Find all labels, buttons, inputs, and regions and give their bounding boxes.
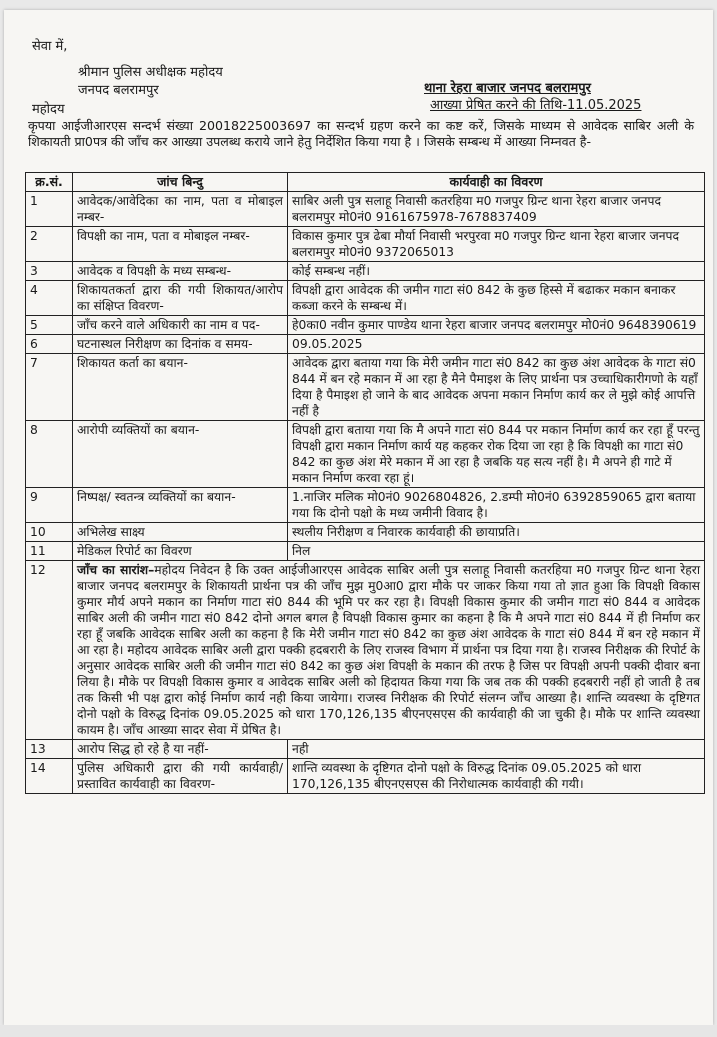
row-point: आवेदक/आवेदिका का नाम, पता व मोबाइल नम्बर-: [73, 192, 288, 227]
page-bottom-edge: [0, 1025, 717, 1037]
row-point: विपक्षी का नाम, पता व मोबाइल नम्बर-: [73, 227, 288, 262]
row-detail: आवेदक द्वारा बताया गया कि मेरी जमीन गाटा सं0 842 का कुछ अंश आवेदक के गाटा सं0 844 में बन रहे मकान में आ रहा है मैने पैमाइश के लिए प्रार्थना पत्र उच्चाधिकारीगणो के यहाँ दिया है पैमाइश हो जाने के बाद आवेदक अपना मकान निर्माण कार्य कर ले मुझे कोई आपत्ति नहीं है: [288, 354, 705, 421]
inquiry-table: [25, 172, 705, 794]
summary-label: जाँच का सारांश–: [77, 563, 155, 577]
summary-cell: [73, 561, 705, 740]
row-point: मेडिकल रिपोर्ट का विवरण: [73, 542, 288, 561]
row-sn: 1: [26, 192, 73, 227]
row-detail: निल: [288, 542, 705, 561]
row-point: पुलिस अधिकारी द्वारा की गयी कार्यवाही/प्रस्तावित कार्यवाही का विवरण-: [73, 759, 288, 794]
row-point: जाँच करने वाले अधिकारी का नाम व पद-: [73, 316, 288, 335]
summary-row: [26, 561, 705, 740]
table-row: [26, 542, 705, 561]
table-header-row: [26, 173, 705, 192]
row-point: घटनास्थल निरीक्षण का दिनांक व समय-: [73, 335, 288, 354]
header-detail: कार्यवाही का विवरण: [288, 173, 705, 192]
table-row: [26, 759, 705, 794]
row-detail: 1.नाजिर मलिक मो0नं0 9026804826, 2.डम्पी मो0नं0 6392859065 द्वारा बताया गया कि दोनो पक्षो के मध्य जमीनी विवाद है।: [288, 488, 705, 523]
row-point: आवेदक व विपक्षी के मध्य सम्बन्ध-: [73, 262, 288, 281]
table-row: [26, 316, 705, 335]
row-sn: 5: [26, 316, 73, 335]
row-sn: 2: [26, 227, 73, 262]
table-row: [26, 421, 705, 488]
header-point: जांच बिन्दु: [73, 173, 288, 192]
addressee-line1: श्रीमान पुलिस अधीक्षक महोदय: [78, 65, 223, 80]
row-detail: विपक्षी द्वारा बताया गया कि मै अपने गाटा सं0 844 पर मकान निर्माण कार्य कर रहा हूँ परन्तु विपक्षी द्वारा मकान निर्माण कार्य यह कहकर रोक दिया जा रहा है कि विपक्षी का गाटा सं0 842 का कुछ अंश मेरे मकान में आ रहा है जबकि यह सत्य नहीं है। मै अपने ही गाटे में मकान निर्माण करवा रहा हूं।: [288, 421, 705, 488]
table-row: [26, 740, 705, 759]
row-point: शिकायत कर्ता का बयान-: [73, 354, 288, 421]
table-row: [26, 281, 705, 316]
row-detail: साबिर अली पुत्र सलाहू निवासी कतरहिया म0 गजपुर ग्रिन्ट थाना रेहरा बाजार जनपद बलरामपुर मो0नं0 9161675978-7678837409: [288, 192, 705, 227]
row-sn: 8: [26, 421, 73, 488]
row-point: आरोप सिद्ध हो रहे है या नहीं-: [73, 740, 288, 759]
row-sn: 6: [26, 335, 73, 354]
intro-paragraph: कृपया आईजीआरएस सन्दर्भ संख्या 20018225003697 का सन्दर्भ ग्रहण करने का कष्ट करें, जिसके माध्यम से आवेदक साबिर अली के शिकायती प्रा0पत्र की जाँच कर आख्या उपलब्ध कराये जाने हेतु निर्देशित किया गया है । जिसके सम्बन्ध में आख्या निम्नवत है-: [28, 118, 694, 149]
row-sn: 11: [26, 542, 73, 561]
table-row: [26, 262, 705, 281]
seva-me: सेवा में,: [32, 39, 68, 54]
table-row: [26, 488, 705, 523]
row-point: अभिलेख साक्ष्य: [73, 523, 288, 542]
row-sn: 10: [26, 523, 73, 542]
row-point: निष्पक्ष/ स्वतन्त्र व्यक्तियों का बयान-: [73, 488, 288, 523]
salutation: महोदय: [32, 102, 65, 117]
row-detail: नही: [288, 740, 705, 759]
row-detail: विपक्षी द्वारा आवेदक की जमीन गाटा सं0 842 के कुछ हिस्से में बढाकर मकान बनाकर कब्जा करने के सम्बन्ध में।: [288, 281, 705, 316]
row-detail: हे0का0 नवीन कुमार पाण्डेय थाना रेहरा बाजार जनपद बलरामपुर मो0नं0 9648390619: [288, 316, 705, 335]
sent-date: आख्या प्रेषित करने की तिथि-11.05.2025: [430, 98, 642, 113]
row-sn: 7: [26, 354, 73, 421]
row-detail: शान्ति व्यवस्था के दृष्टिगत दोनो पक्षो के विरुद्ध दिनांक 09.05.2025 को धारा 170,126,135 बीएनएसएस की निरोधात्मक कार्यवाही की गयी।: [288, 759, 705, 794]
summary-text: महोदय निवेदन है कि उक्त आईजीआरएस आवेदक साबिर अली पुत्र सलाहू निवासी कतरहिया म0 गजपुर ग्रिन्ट थाना रेहरा बाजार जनपद बलरामपुर के शिकायती प्रार्थना पत्र की जाँच मुझ मु0आ0 द्वारा मौके पर जाकर किया गया तो ज्ञात हुआ कि विपक्षी विकास कुमार मौर्य अपने मकान का निर्माण गाटा सं0 844 की भूमि पर कर रहा है। विपक्षी विकास कुमार की जमीन गाटा सं0 844 व आवेदक साबिर अली की जमीन गाटा सं0 842 दोनो अगल बगल है विपक्षी विकास कुमार का कहना है कि मै अपने गाटा सं0 844 में ही निर्माण कर रहा हूँ जबकि आवेदक साबिर अली का कहना है कि मेरी जमीन गाटा सं0 842 का कुछ अंश आवेदक के गाटा सं0 844 में बन रहे मकान में आ रहा है। महोदय आवेदक साबिर अली द्वारा पक्की हदबरारी के लिए राजस्व विभाग में प्रार्थना पत्र दिया गया है। राजस्व निरीक्षक की रिपोर्ट के अनुसार आवेदक साबिर अली की जमीन गाटा सं0 842 का कुछ अंश विपक्षी के मकान की तरफ है जिस पर विपक्षी अपनी पक्की दीवार बना लिया है। मौके पर विपक्षी विकास कुमार व आवेदक साबिर अली को हिदायत किया गया कि जब तक की पक्की हदबरारी नहीं हो जाती है तब तक किसी भी पक्ष द्वारा कोई निर्माण कार्य नही किया जायेगा। राजस्व निरीक्षक की रिपोर्ट संलग्न जाँच आख्या है। शान्ति व्यवस्था के दृष्टिगत दोनो पक्षो के विरुद्ध दिनांक 09.05.2025 को धारा 170,126,135 बीएनएसएस की कार्यवाही की जा चुकी है। मौके पर शान्ति व्यवस्था कायम है। जाँच आख्या सादर सेवा में प्रेषित है।: [77, 563, 701, 737]
station-heading: थाना रेहरा बाजार जनपद बलरामपुर: [424, 81, 591, 96]
row-point: आरोपी व्यक्तियों का बयान-: [73, 421, 288, 488]
row-sn: 13: [26, 740, 73, 759]
row-detail: कोई सम्बन्ध नहीं।: [288, 262, 705, 281]
header-sn: क्र.सं.: [26, 173, 73, 192]
row-detail: 09.05.2025: [288, 335, 705, 354]
addressee-line2: जनपद बलरामपुर: [78, 83, 159, 98]
row-point: शिकायतकर्ता द्वारा की गयी शिकायत/आरोप का संक्षिप्त विवरण-: [73, 281, 288, 316]
row-detail: स्थलीय निरीक्षण व निवारक कार्यवाही की छायाप्रति।: [288, 523, 705, 542]
table-row: [26, 192, 705, 227]
row-sn: 14: [26, 759, 73, 794]
row-detail: विकास कुमार पुत्र ढेबा मौर्या निवासी भरपुरवा म0 गजपुर ग्रिन्ट थाना रेहरा बाजार जनपद बलरामपुर मो0नं0 9372065013: [288, 227, 705, 262]
table-row: [26, 354, 705, 421]
table-row: [26, 335, 705, 354]
row-sn: 3: [26, 262, 73, 281]
row-sn: 9: [26, 488, 73, 523]
table-row: [26, 523, 705, 542]
row-sn: 4: [26, 281, 73, 316]
table-row: [26, 227, 705, 262]
summary-sn: 12: [26, 561, 73, 740]
